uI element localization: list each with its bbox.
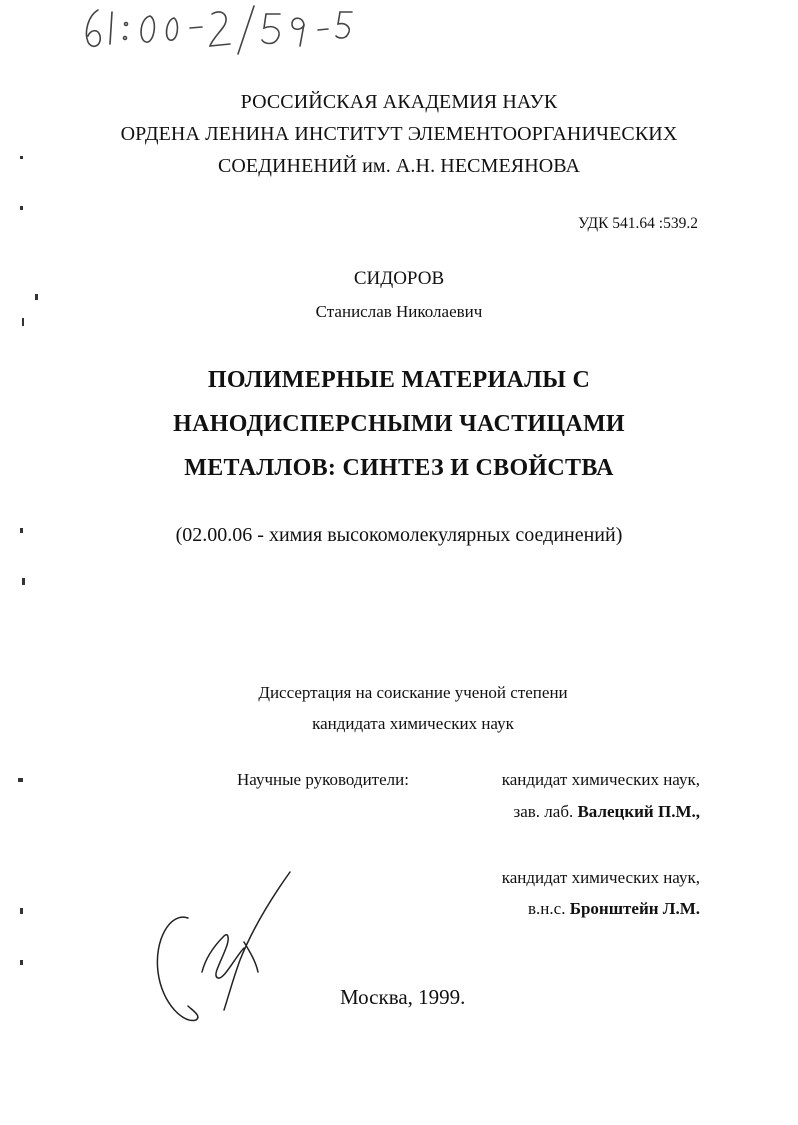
- supervisor-name: Бронштейн Л.М.: [569, 899, 700, 918]
- dissertation-degree: [233, 677, 593, 739]
- scan-speck: [18, 778, 23, 782]
- udk-code: УДК 541.64 :539.2: [578, 215, 698, 232]
- degree-line: кандидата химических наук: [312, 714, 514, 733]
- handwritten-catalog-number: [70, 0, 360, 58]
- supervisor-entry: [528, 899, 700, 919]
- title-line: ПОЛИМЕРНЫЕ МАТЕРИАЛЫ С: [207, 367, 591, 393]
- dissertation-title: [0, 358, 798, 490]
- scan-speck: [20, 206, 23, 210]
- degree-line: Диссертация на соискание ученой степени: [258, 683, 568, 702]
- organization-block: [0, 86, 798, 182]
- supervisor-position: зав. лаб.: [513, 802, 574, 821]
- place-and-year: Москва, 1999.: [340, 985, 466, 1009]
- scan-speck: [35, 294, 38, 300]
- title-line: НАНОДИСПЕРСНЫМИ ЧАСТИЦАМИ: [173, 411, 625, 437]
- supervisor-rank: кандидат химических наук,: [501, 868, 700, 887]
- scan-speck: [20, 960, 23, 965]
- handwritten-signature: [140, 860, 320, 1030]
- supervisors-label: Научные руководители:: [237, 770, 409, 789]
- author-surname: СИДОРОВ: [353, 268, 445, 289]
- supervisor-position: в.н.с.: [528, 899, 566, 918]
- scan-speck: [22, 578, 25, 585]
- author-given-names: Станислав Николаевич: [315, 302, 483, 321]
- supervisor-entry: [514, 802, 701, 822]
- scan-speck: [20, 908, 23, 914]
- title-line: МЕТАЛЛОВ: СИНТЕЗ И СВОЙСТВА: [184, 455, 614, 481]
- organization-line: СОЕДИНЕНИЙ им. А.Н. НЕСМЕЯНОВА: [217, 155, 581, 177]
- organization-line: РОССИЙСКАЯ АКАДЕМИЯ НАУК: [240, 91, 558, 113]
- organization-line: ОРДЕНА ЛЕНИНА ИНСТИТУТ ЭЛЕМЕНТООРГАНИЧЕСКИХ: [120, 123, 678, 145]
- supervisor-rank: кандидат химических наук,: [501, 770, 700, 789]
- specialty-code: (02.00.06 - химия высокомолекулярных соединений): [175, 524, 623, 546]
- supervisor-name: Валецкий П.М.,: [577, 802, 700, 821]
